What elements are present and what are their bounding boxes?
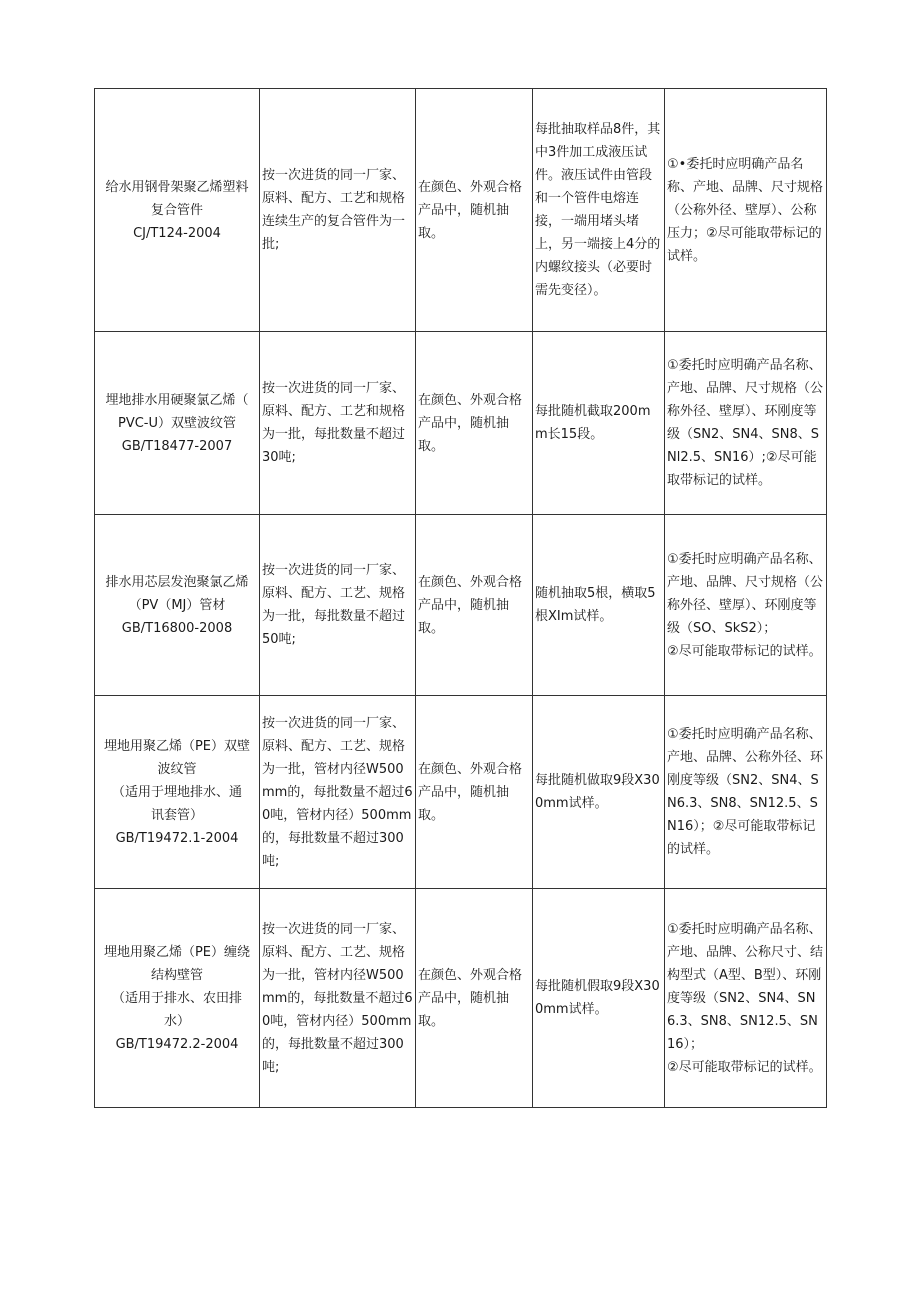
- note-item: ①委托时应明确产品名称、产地、品牌、公称尺寸、结构型式（A型、B型）、环刚度等级（SN2、SN4、SN6.3、SN8、SN12.5、SN16）；: [667, 921, 824, 1052]
- product-name-cell: [95, 696, 260, 889]
- sample-quantity-cell: 每批随机做取9段X300mm试样。: [533, 696, 665, 889]
- table-row: [95, 332, 827, 515]
- table-row: [95, 89, 827, 332]
- note-item: ①委托时应明确产品名称、产地、品牌、尺寸规格（公称外径、壁厚）、环刚度等级（SO、SkS2）；: [667, 551, 824, 636]
- sampling-place-cell: 在颜色、外观合格产品中，随机抽取。: [416, 889, 533, 1108]
- standard-code: CJ/T124-2004: [133, 225, 221, 241]
- product-name-cell: [95, 89, 260, 332]
- notes-cell: [665, 889, 827, 1108]
- table-row: [95, 696, 827, 889]
- sampling-place-cell: 在颜色、外观合格产品中，随机抽取。: [416, 696, 533, 889]
- note-item: ②尽可能取带标记的试样。: [667, 643, 822, 659]
- standard-code: GB/T19472.2-2004: [115, 1036, 239, 1052]
- sampling-place-cell: 在颜色、外观合格产品中，随机抽取。: [416, 515, 533, 696]
- standard-code: GB/T18477-2007: [121, 438, 233, 454]
- product-usage-line: 讯套管）: [150, 807, 203, 823]
- table-row: [95, 889, 827, 1108]
- batch-rule-cell: 按一次进货的同一厂家、原料、配方、工艺和规格连续生产的复合管件为一批;: [260, 89, 416, 332]
- batch-rule-cell: 按一次进货的同一厂家、原料、配方、工艺、规格为一批，每批数量不超过50吨;: [260, 515, 416, 696]
- sample-quantity-cell: 随机抽取5根，横取5根XIm试样。: [533, 515, 665, 696]
- product-name-line: 结构壁管: [150, 967, 203, 983]
- product-name-line: 埋地用聚乙烯（PE）缠绕: [103, 944, 251, 960]
- note-item: ②尽可能取带标记的试样。: [667, 1059, 822, 1075]
- product-name-line: 埋地用聚乙烯（PE）双壁: [103, 738, 251, 754]
- standard-code: GB/T16800-2008: [121, 620, 233, 636]
- product-name-cell: [95, 515, 260, 696]
- product-usage-line: （适用于埋地排水、通: [111, 784, 242, 800]
- sample-quantity-cell: 每批随机假取9段X300mm试样。: [533, 889, 665, 1108]
- product-name-line: PVC-U）双壁波纹管: [117, 415, 237, 431]
- table-row: [95, 515, 827, 696]
- batch-rule-cell: 按一次进货的同一厂家、原料、配方、工艺、规格为一批，管材内径W500mm的，每批数量不超过60吨，管材内径）500mm的，每批数量不超过300吨;: [260, 696, 416, 889]
- product-name-cell: [95, 889, 260, 1108]
- sampling-place-cell: 在颜色、外观合格产品中，随机抽取。: [416, 89, 533, 332]
- notes-cell: ①•委托时应明确产品名称、产地、品牌、尺寸规格（公称外径、壁厚）、公称压力；②尽可能取带标记的试样。: [665, 89, 827, 332]
- product-name-line: 给水用钢骨架聚乙烯塑料: [105, 179, 249, 195]
- product-usage-line: 水）: [163, 1013, 190, 1029]
- standard-code: GB/T19472.1-2004: [115, 830, 239, 846]
- batch-rule-cell: 按一次进货的同一厂家、原料、配方、工艺和规格为一批，每批数量不超过30吨;: [260, 332, 416, 515]
- product-name-line: 波纹管: [157, 761, 197, 777]
- product-name-cell: [95, 332, 260, 515]
- notes-cell: [665, 515, 827, 696]
- batch-rule-cell: 按一次进货的同一厂家、原料、配方、工艺、规格为一批，管材内径W500mm的，每批数量不超过60吨，管材内径）500mm的，每批数量不超过300吨;: [260, 889, 416, 1108]
- product-usage-line: （适用于排水、农田排: [111, 990, 242, 1006]
- sampling-spec-table: [94, 88, 827, 1108]
- notes-cell: ①委托时应明确产品名称、产地、品牌、公称外径、环刚度等级（SN2、SN4、SN6.3、SN8、SN12.5、SN16）；②尽可能取带标记的试样。: [665, 696, 827, 889]
- notes-cell: ①委托时应明确产品名称、产地、品牌、尺寸规格（公称外径、壁厚）、环刚度等级（SN2、SN4、SN8、SNl2.5、SN16）;②尽可能取带标记的试样。: [665, 332, 827, 515]
- sampling-place-cell: 在颜色、外观合格产品中，随机抽取。: [416, 332, 533, 515]
- sample-quantity-cell: 每批随机截取200mm长15段。: [533, 332, 665, 515]
- product-name-line: （PV（MJ）管材: [128, 597, 226, 613]
- product-name-line: 复合管件: [150, 202, 203, 218]
- sample-quantity-cell: 每批抽取样品8件，其中3件加工成液压试件。液压试件由管段和一个管件电熔连接，一端用堵头堵上，另一端接上4分的内螺纹接头（必要时需先变径）。: [533, 89, 665, 332]
- product-name-line: 埋地排水用硬聚氯乙烯（: [105, 392, 249, 408]
- product-name-line: 排水用芯层发泡聚氯乙烯: [105, 574, 249, 590]
